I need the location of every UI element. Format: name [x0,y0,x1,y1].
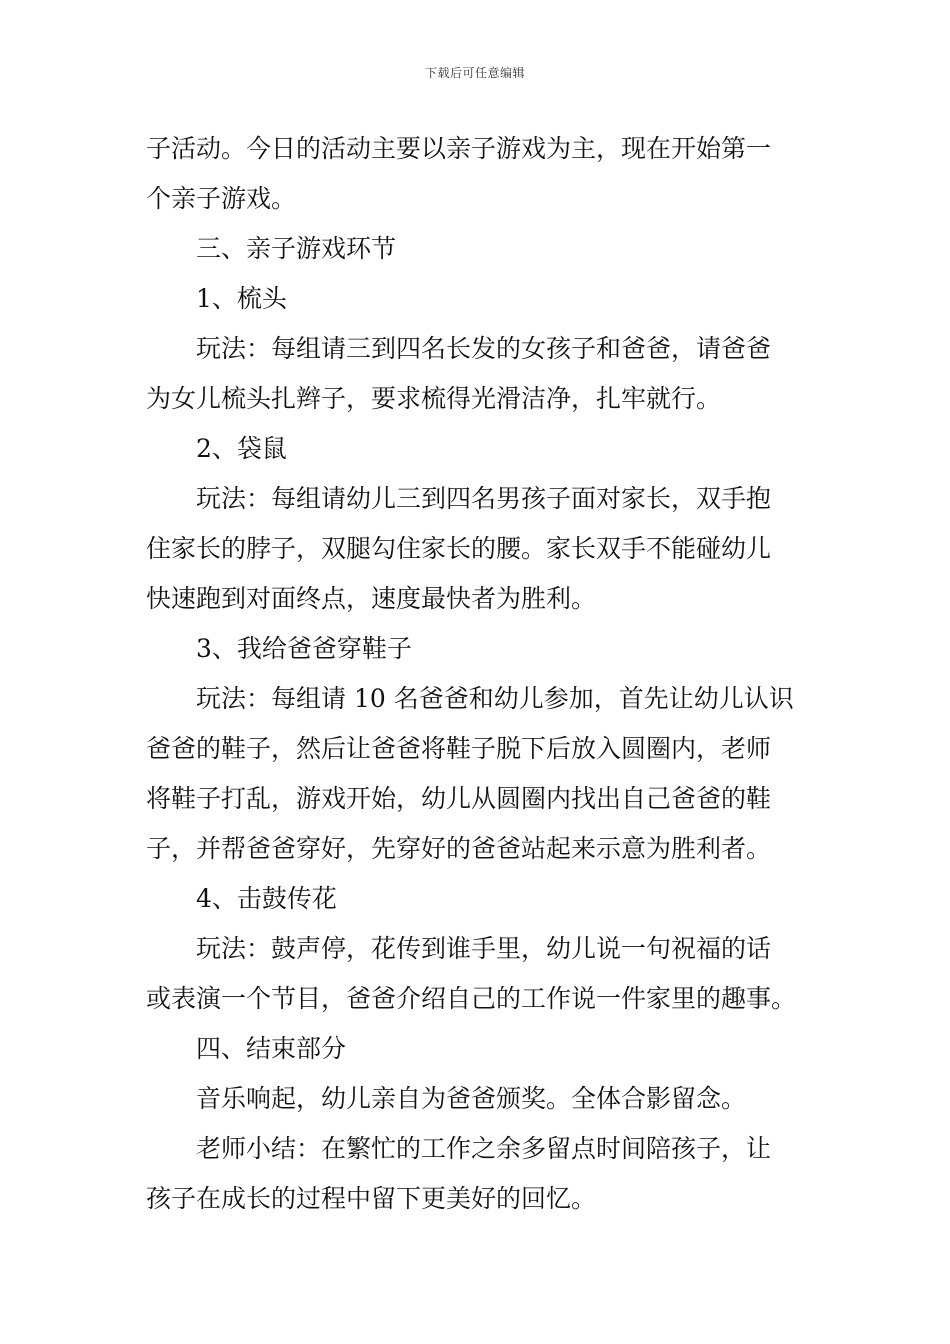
text-line: 快速跑到对面终点，速度最快者为胜利。 [146,584,597,613]
text-line: 玩法：鼓声停，花传到谁手里，幼儿说一句祝福的话 [196,934,772,963]
text-line: 为女儿梳头扎辫子，要求梳得光滑洁净，扎牢就行。 [146,384,722,413]
section-heading: 四、结束部分 [196,1034,347,1063]
text-line: 或表演一个节目，爸爸介绍自己的工作说一件家里的趣事。 [146,984,797,1013]
game-title: 3、我给爸爸穿鞋子 [196,634,412,663]
text-line: 音乐响起，幼儿亲自为爸爸颁奖。全体合影留念。 [196,1084,747,1113]
game-title: 1、梳头 [196,284,287,313]
document-body [146,124,806,1224]
section-heading: 三、亲子游戏环节 [196,234,397,263]
header-note: 下载后可任意编辑 [424,66,525,80]
text-line: 住家长的脖子，双腿勾住家长的腰。家长双手不能碰幼儿 [146,534,772,563]
text-line: 个亲子游戏。 [146,184,297,213]
text-line: 将鞋子打乱，游戏开始，幼儿从圆圈内找出自己爸爸的鞋 [146,784,772,813]
text-line: 孩子在成长的过程中留下更美好的回忆。 [146,1184,597,1213]
text-line: 爸爸的鞋子，然后让爸爸将鞋子脱下后放入圆圈内，老师 [146,734,772,763]
text-line: 玩法：每组请三到四名长发的女孩子和爸爸，请爸爸 [196,334,772,363]
game-title: 4、击鼓传花 [196,884,337,913]
text-line: 老师小结：在繁忙的工作之余多留点时间陪孩子，让 [196,1134,772,1163]
text-line: 玩法：每组请 10 名爸爸和幼儿参加，首先让幼儿认识 [196,684,794,713]
text-line: 子，并帮爸爸穿好，先穿好的爸爸站起来示意为胜利者。 [146,834,772,863]
text-line: 玩法：每组请幼儿三到四名男孩子面对家长，双手抱 [196,484,772,513]
game-title: 2、袋鼠 [196,434,287,463]
text-line: 子活动。今日的活动主要以亲子游戏为主，现在开始第一 [146,134,772,163]
